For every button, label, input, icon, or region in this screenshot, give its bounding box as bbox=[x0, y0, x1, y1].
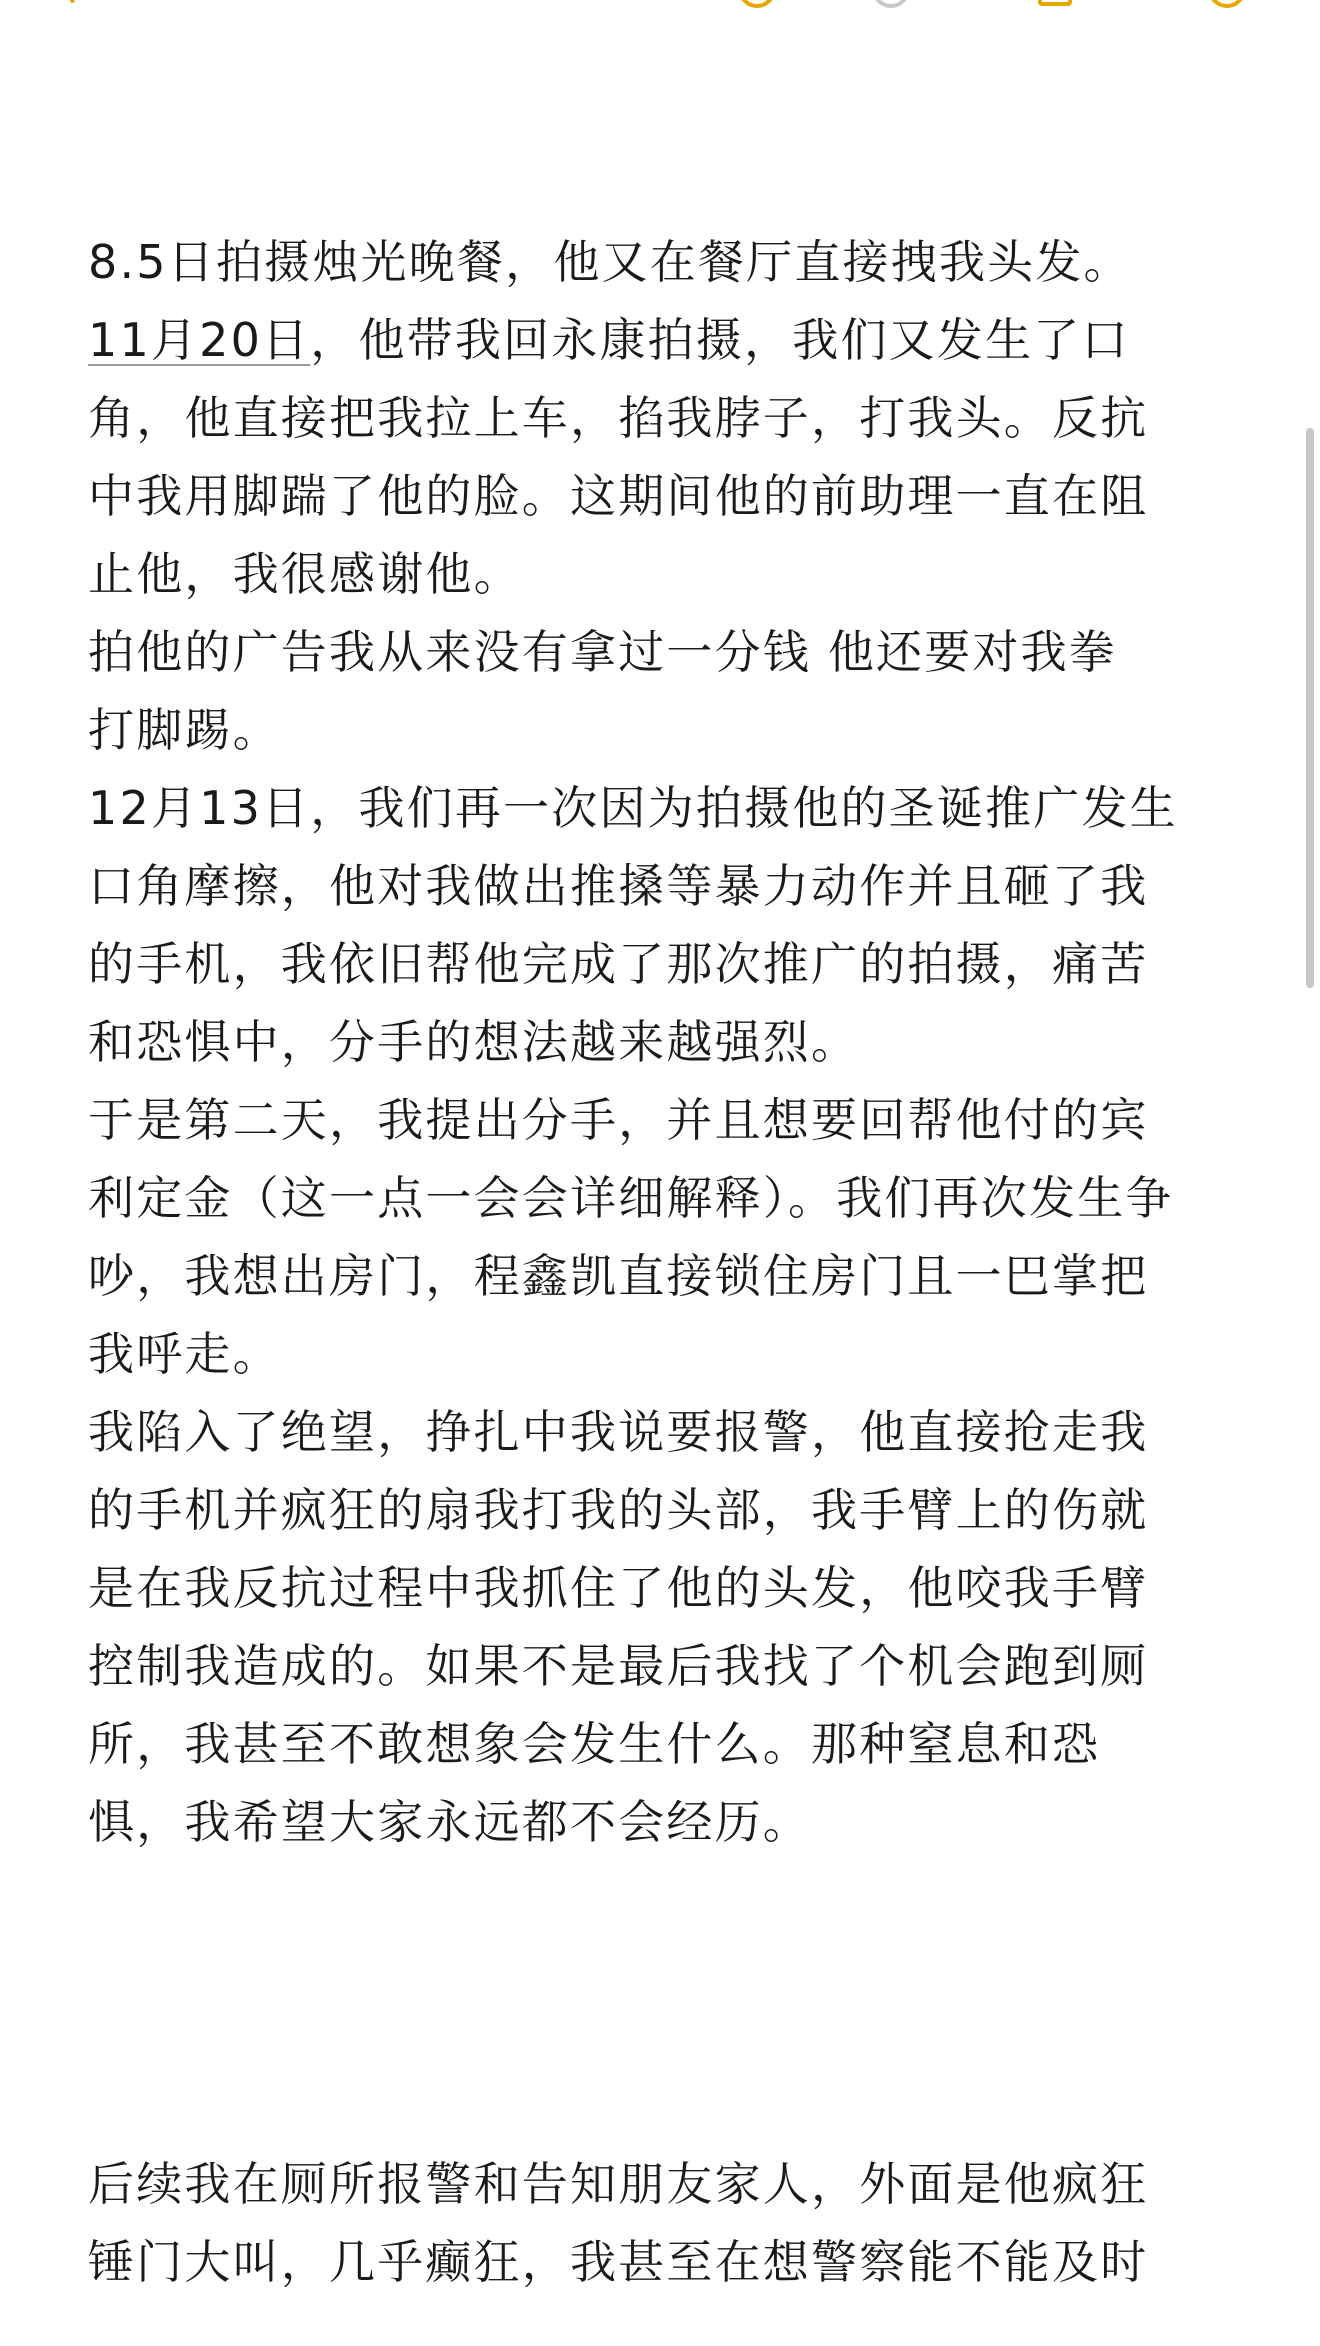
text-line: 打脚踢。 bbox=[88, 703, 281, 757]
text-line: 和恐惧中，分手的想法越来越强烈。 bbox=[88, 1015, 860, 1069]
more-icon[interactable] bbox=[1208, 0, 1246, 8]
emoji-icon[interactable] bbox=[738, 0, 776, 8]
text-line: 拍他的广告我从来没有拿过一分钱 他还要对我拳 bbox=[88, 625, 1118, 679]
text-line: 吵，我想出房门，程鑫凯直接锁住房门且一巴掌把 bbox=[88, 1249, 1149, 1303]
checklist-icon[interactable] bbox=[1038, 0, 1072, 6]
text-line: 控制我造成的。如果不是最后我找了个机会跑到厕 bbox=[88, 1639, 1149, 1693]
text-line: 利定金（这一点一会会详细解释）。我们再次发生争 bbox=[88, 1171, 1174, 1225]
text-line: 11月20日，他带我回永康拍摄，我们又发生了口 bbox=[88, 313, 1130, 367]
text-line: 惧，我希望大家永远都不会经历。 bbox=[88, 1795, 811, 1849]
scrollbar-thumb[interactable] bbox=[1306, 428, 1314, 988]
text-line: 我陷入了绝望，挣扎中我说要报警，他直接抢走我 bbox=[88, 1405, 1149, 1459]
text-line: 止他，我很感谢他。 bbox=[88, 547, 522, 601]
text-line: 所，我甚至不敢想象会发生什么。那种窒息和恐 bbox=[88, 1717, 1101, 1771]
text-line: 的手机并疯狂的扇我打我的头部，我手臂上的伤就 bbox=[88, 1483, 1149, 1537]
clock-icon[interactable] bbox=[872, 0, 910, 8]
text-line: 锤门大叫，几乎癫狂，我甚至在想警察能不能及时 bbox=[88, 2235, 1149, 2289]
date-link[interactable]: 11月20日 bbox=[88, 313, 311, 367]
text-line: 12月13日，我们再一次因为拍摄他的圣诞推广发生 bbox=[88, 781, 1178, 835]
text-line: 8.5日拍摄烛光晚餐，他又在餐厅直接拽我头发。 bbox=[88, 235, 1132, 289]
text-line: 后续我在厕所报警和告知朋友家人，外面是他疯狂 bbox=[88, 2157, 1149, 2211]
text-line: 我呼走。 bbox=[88, 1327, 281, 1381]
text-line: 口角摩擦，他对我做出推搡等暴力动作并且砸了我 bbox=[88, 859, 1149, 913]
text-line: 于是第二天，我提出分手，并且想要回帮他付的宾 bbox=[88, 1093, 1149, 1147]
text-line: 是在我反抗过程中我抓住了他的头发，他咬我手臂 bbox=[88, 1561, 1149, 1615]
text-line: 角，他直接把我拉上车，掐我脖子，打我头。反抗 bbox=[88, 391, 1149, 445]
top-toolbar bbox=[0, 0, 1320, 20]
back-icon[interactable] bbox=[55, 0, 75, 8]
text-line: 的手机，我依旧帮他完成了那次推广的拍摄，痛苦 bbox=[88, 937, 1149, 991]
text-line: 中我用脚踹了他的脸。这期间他的前助理一直在阻 bbox=[88, 469, 1149, 523]
